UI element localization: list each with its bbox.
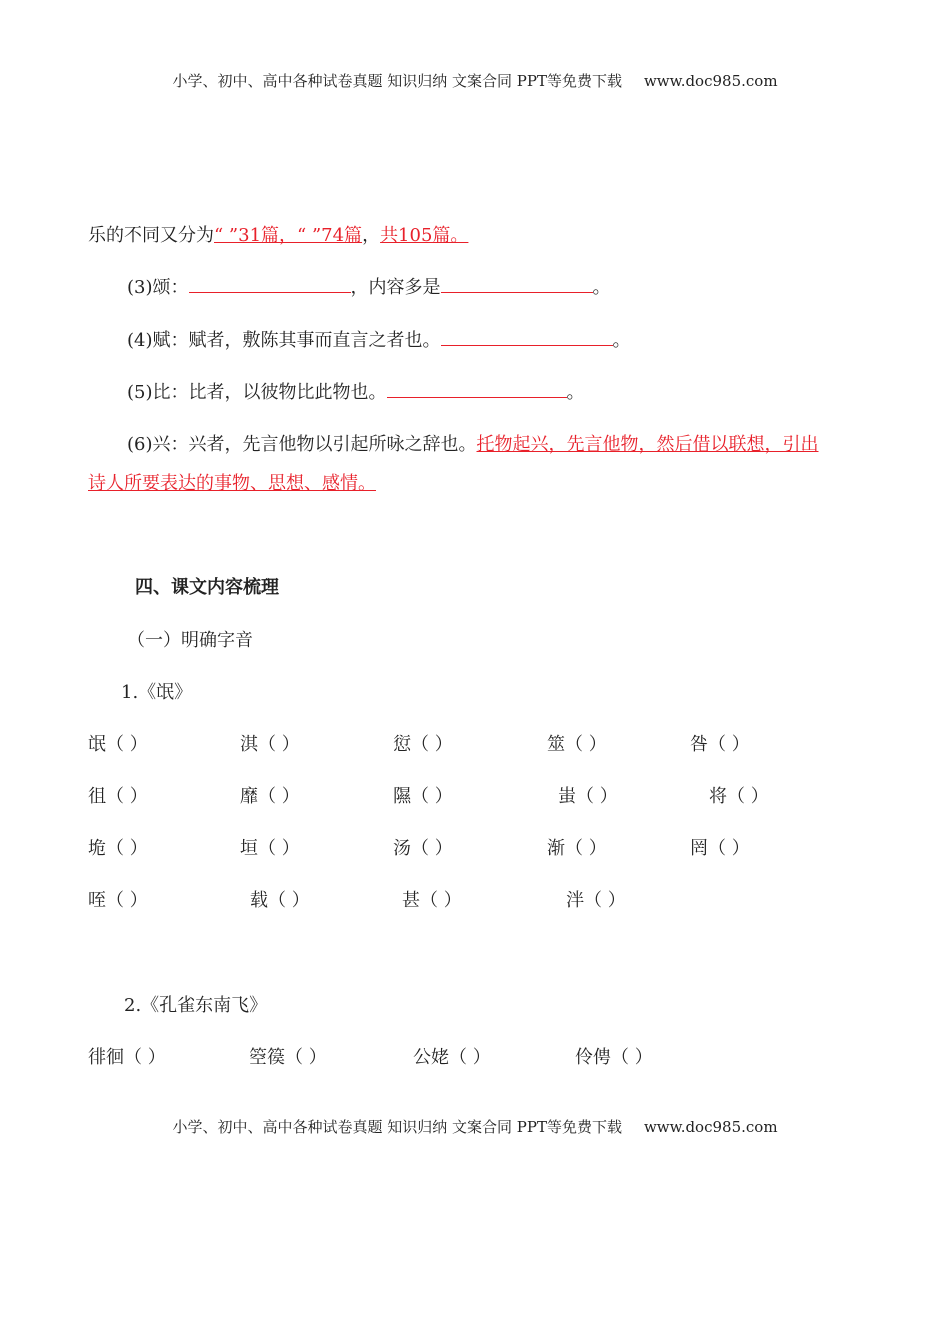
pinyin-item[interactable]: 渐（ ） (547, 838, 607, 859)
footer-text: 小学、初中、高中各种试卷真题 知识归纳 文案合同 PPT等免费下载 (172, 1118, 622, 1136)
pinyin-item[interactable]: 隰（ ） (393, 786, 453, 807)
pinyin-item[interactable]: 垣（ ） (240, 838, 300, 859)
pinyin-item[interactable]: 载（ ） (250, 890, 310, 911)
section-title: 四、课文内容梳理 (135, 577, 279, 598)
bi-blank[interactable] (387, 382, 567, 398)
line-feng-count: 乐的不同又分为“ ”31篇，“ ”74篇，共105篇。 (88, 225, 469, 246)
item2-title: 2.《孔雀东南飞》 (124, 995, 268, 1016)
answer-xing-1: 托物起兴，先言他物，然后借以联想，引出 (476, 434, 819, 455)
line-bi: (5)比：比者，以彼物比此物也。 。 (127, 382, 585, 403)
line-fu: (4)赋：赋者，敷陈其事而直言之者也。 。 (127, 330, 631, 351)
pinyin-item[interactable]: 汤（ ） (393, 838, 453, 859)
fu-blank[interactable] (441, 330, 613, 346)
pinyin-item[interactable]: 公姥（ ） (413, 1047, 491, 1068)
pinyin-item[interactable]: 垝（ ） (88, 838, 148, 859)
page-header (0, 70, 950, 91)
pinyin-item[interactable]: 徘徊（ ） (88, 1047, 166, 1068)
line-xing-cont (88, 469, 376, 495)
header-text: 小学、初中、高中各种试卷真题 知识归纳 文案合同 PPT等免费下载 (172, 72, 622, 90)
answer-feng-ya: “ ”31篇，“ ”74篇 (214, 225, 363, 246)
subsection-title: （一）明确字音 (127, 630, 253, 651)
pinyin-item[interactable]: 咎（ ） (690, 734, 750, 755)
item1-title: 1.《氓》 (121, 682, 193, 703)
pinyin-item[interactable]: 筮（ ） (547, 734, 607, 755)
pinyin-item[interactable]: 蚩（ ） (558, 786, 618, 807)
pinyin-item[interactable]: 徂（ ） (88, 786, 148, 807)
pinyin-item[interactable]: 愆（ ） (393, 734, 453, 755)
page-footer (0, 1116, 950, 1137)
pinyin-item[interactable]: 氓（ ） (88, 734, 148, 755)
answer-xing-2: 诗人所要表达的事物、思想、感情。 (88, 473, 376, 494)
header-url[interactable]: www.doc985.com (643, 72, 778, 90)
pinyin-item[interactable]: 罔（ ） (690, 838, 750, 859)
footer-url[interactable]: www.doc985.com (643, 1118, 778, 1136)
pinyin-item[interactable]: 伶俜（ ） (575, 1047, 653, 1068)
pinyin-item[interactable]: 泮（ ） (566, 890, 626, 911)
song-blank-1[interactable] (189, 277, 351, 293)
pinyin-item[interactable]: 箜篌（ ） (249, 1047, 327, 1068)
line-xing: (6)兴：兴者，先言他物以引起所咏之辞也。托物起兴，先言他物，然后借以联想，引出 (127, 434, 819, 455)
pinyin-item[interactable]: 咥（ ） (88, 890, 148, 911)
pinyin-item[interactable]: 靡（ ） (240, 786, 300, 807)
answer-total: 共105篇。 (380, 225, 469, 246)
pinyin-item[interactable]: 淇（ ） (240, 734, 300, 755)
pinyin-item[interactable]: 将（ ） (709, 786, 769, 807)
pinyin-item[interactable]: 甚（ ） (402, 890, 462, 911)
line-song: (3)颂： ，内容多是 。 (127, 277, 611, 298)
song-blank-2[interactable] (441, 277, 593, 293)
